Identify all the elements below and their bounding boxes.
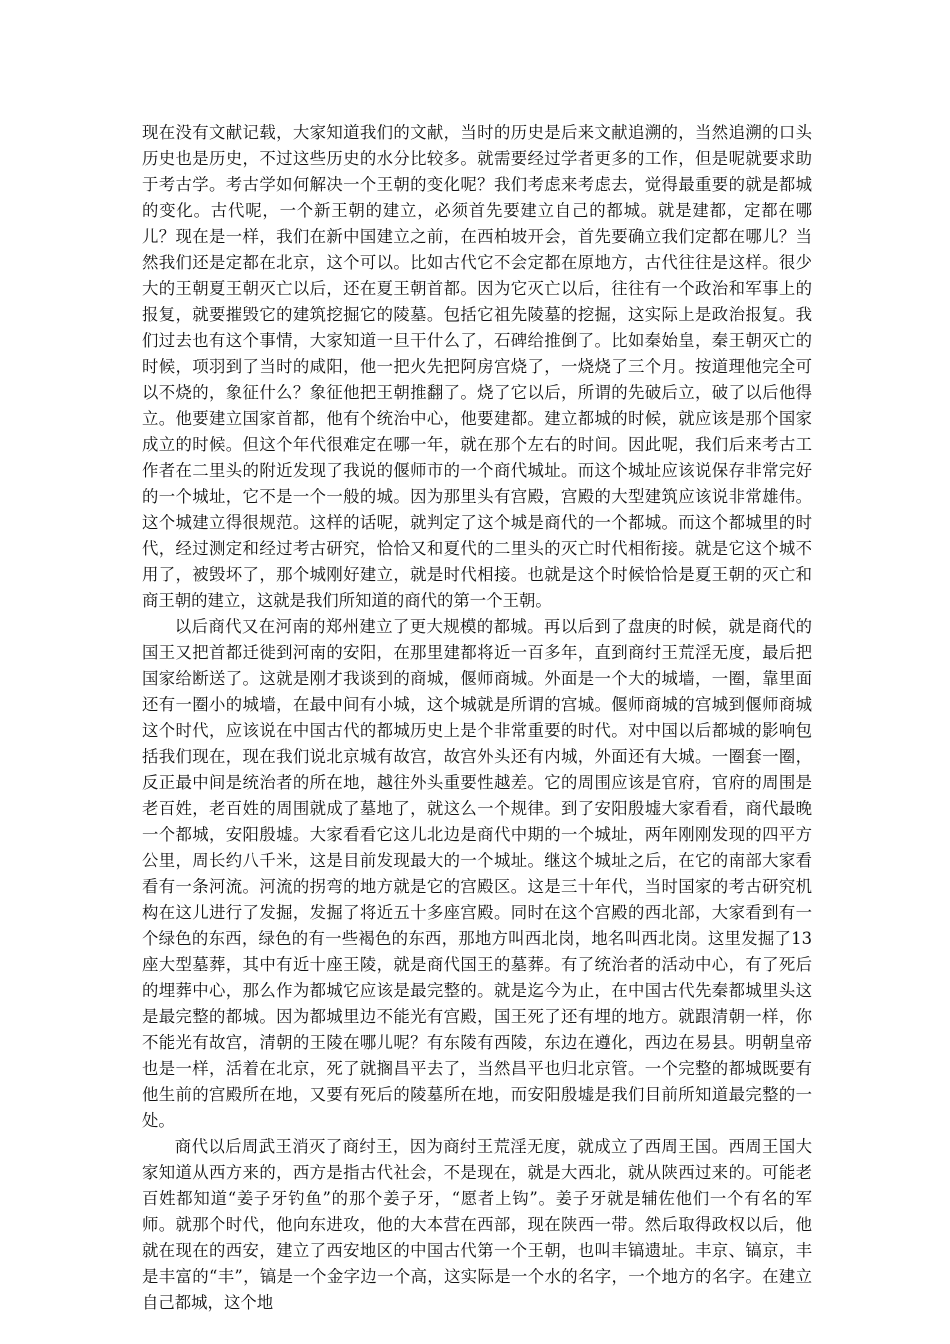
paragraph-3: 商代以后周武王消灭了商纣王，因为商纣王荒淫无度，就成立了西周王国。西周王国大家知道从西方来的，西方是指古代社会，不是现在，就是大西北，就从陕西过来的。可能老百姓都知道“姜子牙钓鱼”的那个姜子牙，“愿者上钩”。姜子牙就是辅佐他们一个有名的军师。就那个时代，他向东进攻，他的大本营在西部，现在陕西一带。然后取得政权以后，他就在现在的西安，建立了西安地区的中国古代第一个王朝，也叫丰镐遗址。丰京、镐京，丰是丰富的“丰”，镐是一个金字边一个高，这实际是一个水的名字，一个地方的名字。在建立自己都城，这个地 (142, 1137, 812, 1312)
document-page (142, 120, 812, 1316)
paragraph-1: 现在没有文献记载，大家知道我们的文献，当时的历史是后来文献追溯的，当然追溯的口头历史也是历史，不过这些历史的水分比较多。就需要经过学者更多的工作，但是呢就要求助于考古学。考古学如何解决一个王朝的变化呢？我们考虑来考虑去，觉得最重要的就是都城的变化。古代呢，一个新王朝的建立，必须首先要建立自己的都城。就是建都，定都在哪儿？现在是一样，我们在新中国建立之前，在西柏坡开会，首先要确立我们定都在哪儿？当然我们还是定都在北京，这个可以。比如古代它不会定都在原地方，古代往往是这样。很少大的王朝夏王朝灭亡以后，还在夏王朝首都。因为它灭亡以后，往往有一个政治和军事上的报复，就要摧毁它的建筑挖掘它的陵墓。包括它祖先陵墓的挖掘，这实际上是政治报复。我们过去也有这个事情，大家知道一旦干什么了，石碑给推倒了。比如秦始皇，秦王朝灭亡的时候，项羽到了当时的咸阳，他一把火先把阿房宫烧了，一烧烧了三个月。按道理他完全可以不烧的，象征什么？象征他把王朝推翻了。烧了它以后，所谓的先破后立，破了以后他得立。他要建立国家首都，他有个统治中心，他要建都。建立都城的时候，就应该是那个国家成立的时候。但这个年代很难定在哪一年，就在那个左右的时间。因此呢，我们后来考古工作者在二里头的附近发现了我说的偃师市的一个商代城址。而这个城址应该说保存非常完好的一个城址，它不是一个一般的城。因为那里头有宫殿，宫殿的大型建筑应该说非常雄伟。这个城建立得很规范。这样的话呢，就判定了这个城是商代的一个都城。而这个都城里的时代，经过测定和经过考古研究，恰恰又和夏代的二里头的灭亡时代相衔接。就是它这个城不用了，被毁坏了，那个城刚好建立，就是时代相接。也就是这个时候恰恰是夏王朝的灭亡和商王朝的建立，这就是我们所知道的商代的第一个王朝。 (142, 123, 812, 610)
paragraph-2: 以后商代又在河南的郑州建立了更大规模的都城。再以后到了盘庚的时候，就是商代的国王又把首都迁徙到河南的安阳，在那里建都将近一百多年，直到商纣王荒淫无度，最后把国家给断送了。这就是刚才我谈到的商城，偃师商城。外面是一个大的城墙，一圈，靠里面还有一圈小的城墙，在最中间有小城，这个城就是所谓的宫城。偃师商城的宫城到偃师商城这个时代，应该说在中国古代的都城历史上是个非常重要的时代。对中国以后都城的影响包括我们现在，现在我们说北京城有故宫，故宫外头还有内城，外面还有大城。一圈套一圈，反正最中间是统治者的所在地，越往外头重要性越差。它的周围应该是官府，官府的周围是老百姓，老百姓的周围就成了墓地了，就这么一个规律。到了安阳殷墟大家看看，商代最晚一个都城，安阳殷墟。大家看看它这儿北边是商代中期的一个城址，两年刚刚发现的四平方公里，周长约八千米，这是目前发现最大的一个城址。继这个城址之后，在它的南部大家看看有一条河流。河流的拐弯的地方就是它的宫殿区。这是三十年代，当时国家的考古研究机构在这儿进行了发掘，发掘了将近五十多座宫殿。同时在这个宫殿的西北部，大家看到有一个绿色的东西，绿色的有一些褐色的东西，那地方叫西北岗，地名叫西北岗。这里发掘了13座大型墓葬，其中有近十座王陵，就是商代国王的墓葬。有了统治者的活动中心，有了死后的埋葬中心，那么作为都城它应该是最完整的。就是迄今为止，在中国古代先秦都城里头这是最完整的都城。因为都城里边不能光有宫殿，国王死了还有埋的地方。就跟清朝一样，你不能光有故宫，清朝的王陵在哪儿呢？有东陵有西陵，东边在遵化，西边在易县。明朝皇帝也是一样，活着在北京，死了就搁昌平去了，当然昌平也归北京管。一个完整的都城既要有他生前的宫殿所在地，又要有死后的陵墓所在地，而安阳殷墟是我们目前所知道最完整的一处。 (142, 617, 812, 1130)
